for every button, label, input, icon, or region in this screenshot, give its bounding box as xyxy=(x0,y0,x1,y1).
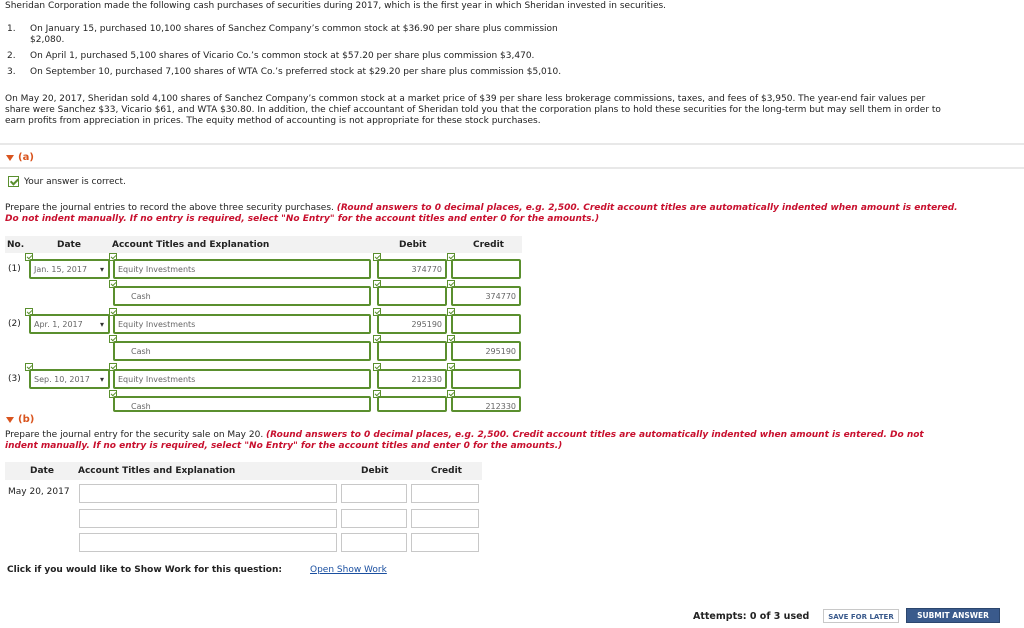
item-text: On January 15, purchased 10,100 shares of Sanchez Company’s common stock at $36.90 per share plus commission xyxy=(30,24,558,34)
intro-text: Sheridan Corporation made the following cash purchases of securities during 2017, which is the first year in which Sheridan invested in securities. xyxy=(5,1,667,11)
col-header-debit: Debit xyxy=(361,466,389,476)
item-number: 2. xyxy=(7,51,16,61)
section-divider xyxy=(0,167,1024,169)
credit-input[interactable] xyxy=(451,369,521,389)
entry-number: (3) xyxy=(8,374,21,384)
credit-input[interactable] xyxy=(411,484,479,503)
paragraph-line: earn profits from appreciation in prices. The equity method of accounting is not appropriate for these stock purchases. xyxy=(5,116,541,126)
instruction-red: (Round answers to 0 decimal places, e.g. 2,500. Credit account titles are automatically indented when amount is entered. xyxy=(336,203,958,213)
debit-input[interactable] xyxy=(377,314,447,334)
account-value: Cash xyxy=(131,347,151,356)
credit-value: 295190 xyxy=(485,347,516,356)
credit-input[interactable] xyxy=(451,314,521,334)
debit-value: 295190 xyxy=(411,320,442,329)
instruction-red: (Round answers to 0 decimal places, e.g. 2,500. Credit account titles are automatically indented when amount is entered. Do not xyxy=(266,430,924,440)
section-a-toggle[interactable] xyxy=(6,152,34,163)
date-value: Jan. 15, 2017 xyxy=(34,265,88,274)
account-value: Equity Investments xyxy=(118,375,196,384)
show-work-label: Click if you would like to Show Work for this question: xyxy=(7,565,282,575)
account-value: Equity Investments xyxy=(118,320,196,329)
instruction-b xyxy=(5,430,924,441)
col-header-credit: Credit xyxy=(431,466,462,476)
item-text: On April 1, purchased 5,100 shares of Vicario Co.’s common stock at $57.20 per share plus commission $3,470. xyxy=(30,51,535,61)
date-select[interactable] xyxy=(29,369,110,389)
account-input[interactable] xyxy=(79,509,337,528)
instruction-red: indent manually. If no entry is required, select "No Entry" for the account titles and enter 0 for the amounts.) xyxy=(5,441,563,451)
caret-down-icon xyxy=(6,417,14,423)
section-b-toggle[interactable] xyxy=(6,414,34,425)
instruction-text: Prepare the journal entries to record the above three security purchases. xyxy=(5,203,337,213)
debit-input[interactable] xyxy=(377,259,447,279)
item-text: $2,080. xyxy=(30,35,65,45)
credit-input[interactable] xyxy=(451,259,521,279)
paragraph-line: share were Sanchez $33, Vicario $61, and WTA $30.80. In addition, the chief accountant of Sheridan told you that the corporation plans to hold these securities for the long-term but may sell them in order to xyxy=(5,105,941,115)
debit-input[interactable] xyxy=(377,286,447,306)
attempts-text: Attempts: 0 of 3 used xyxy=(693,611,810,622)
account-input[interactable] xyxy=(79,484,337,503)
date-value: Sep. 10, 2017 xyxy=(34,375,90,384)
correct-message: Your answer is correct. xyxy=(24,177,126,187)
debit-input[interactable] xyxy=(341,509,407,528)
dropdown-arrow-icon: ▾ xyxy=(99,375,104,384)
account-input[interactable] xyxy=(113,286,371,306)
credit-input[interactable] xyxy=(451,286,521,306)
table-header xyxy=(5,462,482,480)
debit-input[interactable] xyxy=(341,484,407,503)
debit-input[interactable] xyxy=(377,341,447,361)
credit-value: 212330 xyxy=(485,402,516,411)
item-number: 1. xyxy=(7,24,16,34)
account-input[interactable] xyxy=(113,369,371,389)
credit-input[interactable] xyxy=(411,533,479,552)
account-input[interactable] xyxy=(79,533,337,552)
account-input[interactable] xyxy=(113,314,371,334)
debit-input[interactable] xyxy=(341,533,407,552)
account-value: Equity Investments xyxy=(118,265,196,274)
date-value: Apr. 1, 2017 xyxy=(34,320,83,329)
dropdown-arrow-icon: ▾ xyxy=(99,320,104,329)
col-header-account: Account Titles and Explanation xyxy=(112,240,270,250)
col-header-credit: Credit xyxy=(473,240,504,250)
debit-input[interactable] xyxy=(377,369,447,389)
account-input[interactable] xyxy=(113,396,371,412)
account-value: Cash xyxy=(131,292,151,301)
col-header-account: Account Titles and Explanation xyxy=(78,466,236,476)
col-header-date: Date xyxy=(30,466,54,476)
credit-value: 374770 xyxy=(485,292,516,301)
entry-number: (1) xyxy=(8,264,21,274)
item-text: On September 10, purchased 7,100 shares of WTA Co.’s preferred stock at $29.20 per share plus commission $5,010. xyxy=(30,67,562,77)
account-input[interactable] xyxy=(113,259,371,279)
open-show-work-link[interactable]: Open Show Work xyxy=(310,565,387,575)
instruction-red: Do not indent manually. If no entry is required, select "No Entry" for the account titles and enter 0 for the amounts.) xyxy=(5,214,600,224)
account-value: Cash xyxy=(131,402,151,411)
date-select[interactable] xyxy=(29,259,110,279)
paragraph-line: On May 20, 2017, Sheridan sold 4,100 shares of Sanchez Company’s common stock at a market price of $39 per share less brokerage commissions, taxes, and fees of $3,950. The year-end fair values per xyxy=(5,94,926,104)
entry-number: (2) xyxy=(8,319,21,329)
section-b-title: (b) xyxy=(18,414,35,425)
dropdown-arrow-icon: ▾ xyxy=(99,265,104,274)
section-divider xyxy=(0,143,1024,145)
credit-input[interactable] xyxy=(451,396,521,412)
col-header-date: Date xyxy=(57,240,81,250)
section-a-title: (a) xyxy=(18,152,34,163)
submit-answer-button[interactable]: SUBMIT ANSWER xyxy=(906,608,1000,623)
item-number: 3. xyxy=(7,67,16,77)
caret-down-icon xyxy=(6,155,14,161)
debit-input[interactable] xyxy=(377,396,447,412)
date-select[interactable] xyxy=(29,314,110,334)
entry-date: May 20, 2017 xyxy=(8,487,70,497)
credit-input[interactable] xyxy=(411,509,479,528)
col-header-no: No. xyxy=(7,240,25,250)
check-icon xyxy=(8,176,19,187)
account-input[interactable] xyxy=(113,341,371,361)
save-for-later-button[interactable]: SAVE FOR LATER xyxy=(823,609,899,623)
credit-input[interactable] xyxy=(451,341,521,361)
col-header-debit: Debit xyxy=(399,240,427,250)
instruction-text: Prepare the journal entry for the security sale on May 20. xyxy=(5,430,267,440)
debit-value: 212330 xyxy=(411,375,442,384)
instruction-a xyxy=(5,203,958,214)
debit-value: 374770 xyxy=(411,265,442,274)
